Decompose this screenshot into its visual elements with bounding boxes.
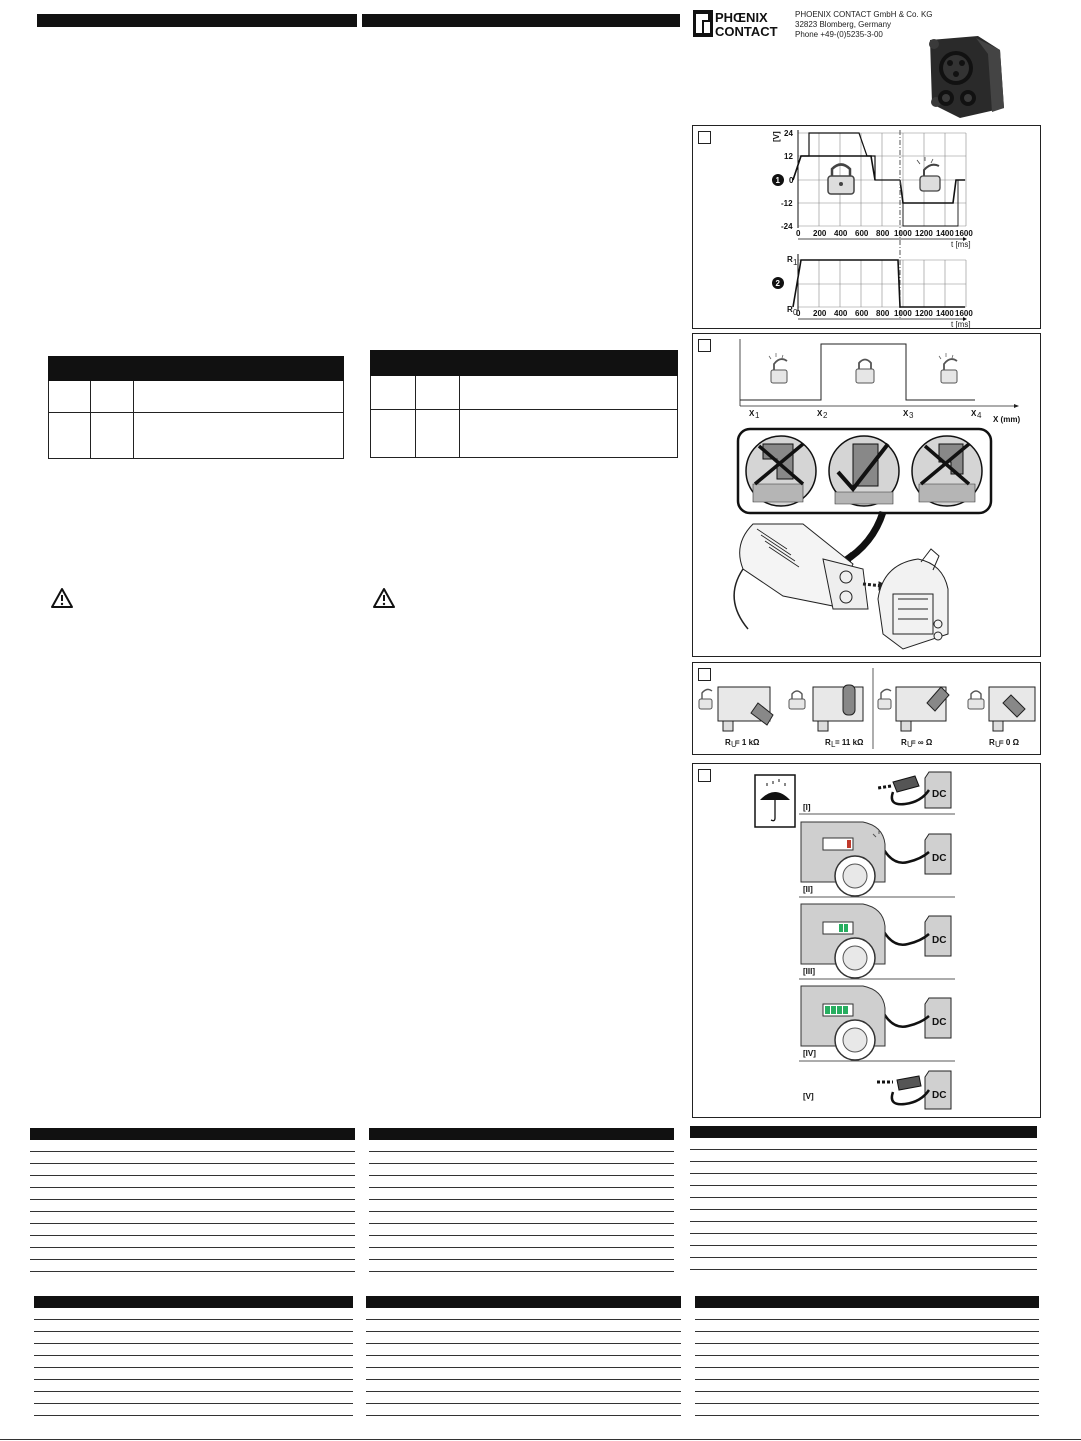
vehicle-illustration xyxy=(801,822,885,896)
table-row xyxy=(371,410,678,458)
locking-diagram-svg xyxy=(693,334,1040,656)
x-tick: 600 xyxy=(855,229,869,238)
step-label: [V] xyxy=(803,1092,814,1101)
section-header-bar xyxy=(690,1126,1037,1138)
x-position-label: X xyxy=(749,409,755,418)
lined-section xyxy=(34,1296,353,1416)
logo-line-1: PHŒNIX xyxy=(715,10,768,25)
dc-label: DC xyxy=(932,853,947,864)
resistance-value: = 11 kΩ xyxy=(835,738,864,747)
resistance-subscript: U xyxy=(907,740,913,749)
charging-inlet-product-image xyxy=(920,30,1010,122)
figure-1-timing-diagram xyxy=(692,125,1041,329)
x-position-sub: 3 xyxy=(909,411,914,420)
lined-section xyxy=(366,1296,681,1416)
x-axis-unit: t [ms] xyxy=(951,320,971,328)
column-2-header-bar xyxy=(362,14,680,27)
resistance-value: = ∞ Ω xyxy=(911,738,933,747)
phoenix-contact-logo xyxy=(693,10,788,38)
x-axis-unit: t [ms] xyxy=(951,240,971,249)
padlock-open-icon xyxy=(939,353,957,383)
step-label: [IV] xyxy=(803,1049,816,1058)
inlet-illustration xyxy=(878,549,948,649)
page-bottom-rule xyxy=(0,1439,1081,1440)
resistance-value: = 0 Ω xyxy=(999,738,1019,747)
x-position-sub: 4 xyxy=(977,411,982,420)
section-header-bar xyxy=(30,1128,355,1140)
dc-station-icon xyxy=(883,916,951,956)
x-tick: 1600 xyxy=(955,229,973,238)
actuator-state-locked xyxy=(789,685,863,731)
x-tick: 800 xyxy=(876,229,890,238)
y-tick: -24 xyxy=(781,222,793,231)
figure-2-locking-positions xyxy=(692,333,1041,657)
section-header-bar xyxy=(695,1296,1039,1308)
resistance-symbol: R xyxy=(725,738,731,747)
table-header-row xyxy=(49,357,344,381)
r0-subscript: 0 xyxy=(793,308,798,317)
x-tick: 400 xyxy=(834,309,848,318)
section-header-bar xyxy=(366,1296,681,1308)
resistance-states-svg xyxy=(693,663,1040,754)
x-tick: 1000 xyxy=(894,309,912,318)
resistance-value: = 1 kΩ xyxy=(735,738,760,747)
lock-detail-wrong-icon xyxy=(746,436,816,506)
x-position-label: X xyxy=(971,409,977,418)
padlock-closed-icon xyxy=(828,165,854,195)
warning-icon xyxy=(372,587,396,609)
dc-station-icon xyxy=(883,834,951,874)
dc-label: DC xyxy=(932,935,947,946)
x-position-label: X xyxy=(903,409,909,418)
section-header-bar xyxy=(34,1296,353,1308)
lined-section xyxy=(30,1128,355,1272)
padlock-open-icon xyxy=(917,157,940,191)
y-tick: 24 xyxy=(784,129,793,138)
table-header-row xyxy=(371,351,678,376)
figure-3-resistance-states xyxy=(692,662,1041,755)
timing-chart-svg xyxy=(693,126,1040,328)
resistance-subscript: U xyxy=(995,740,1001,749)
x-tick: 200 xyxy=(813,309,827,318)
logo-line-2: CONTACT xyxy=(715,24,778,38)
step-label: [II] xyxy=(803,885,813,894)
y-tick: 0 xyxy=(789,176,794,185)
dc-station-icon xyxy=(878,772,951,808)
charging-connector-illustration xyxy=(734,524,887,629)
resistance-label xyxy=(725,738,760,749)
callout-marker-label: 1 xyxy=(775,176,780,185)
lined-section xyxy=(690,1126,1037,1270)
y-tick: 12 xyxy=(784,152,793,161)
charging-sequence-svg xyxy=(693,764,1040,1117)
resistance-label xyxy=(901,738,933,749)
x-tick: 400 xyxy=(834,229,848,238)
x-position-sub: 1 xyxy=(755,411,760,420)
resistance-symbol: R xyxy=(825,738,831,747)
table-row xyxy=(49,381,344,413)
x-position-label: X xyxy=(817,409,823,418)
resistance-subscript: L xyxy=(831,740,836,749)
r0-label: R xyxy=(787,305,793,314)
resistance-subscript: U xyxy=(731,740,737,749)
figure-4-charging-sequence xyxy=(692,763,1041,1118)
dc-station-icon xyxy=(883,998,951,1038)
r1-label: R xyxy=(787,255,793,264)
x-axis-unit: X (mm) xyxy=(993,415,1021,424)
x-tick: 1200 xyxy=(915,229,933,238)
section-header-bar xyxy=(369,1128,674,1140)
y-tick: -12 xyxy=(781,199,793,208)
actuator-state-unlocked xyxy=(878,687,949,731)
company-phone: Phone +49-(0)5235-3-00 xyxy=(795,30,883,39)
y-axis-unit: [V] xyxy=(772,131,781,142)
actuator-state-unlocked xyxy=(699,687,773,731)
x-tick: 800 xyxy=(876,309,890,318)
actuator-state-locked xyxy=(968,687,1035,731)
company-address xyxy=(795,10,933,40)
resistance-label xyxy=(825,738,864,749)
dc-label: DC xyxy=(932,1090,947,1101)
x-tick: 200 xyxy=(813,229,827,238)
table-row xyxy=(49,413,344,459)
column-1-header-bar xyxy=(37,14,357,27)
step-label: [III] xyxy=(803,967,815,976)
lined-section xyxy=(369,1128,674,1272)
x-tick: 600 xyxy=(855,309,869,318)
dc-label: DC xyxy=(932,789,947,800)
x-tick: 1200 xyxy=(915,309,933,318)
table-row xyxy=(371,376,678,410)
x-tick: 1400 xyxy=(936,229,954,238)
lock-detail-wrong-icon xyxy=(912,436,982,506)
step-label: [I] xyxy=(803,803,811,812)
x-ticks-bottom xyxy=(796,309,973,318)
x-tick: 1000 xyxy=(894,229,912,238)
callout-marker-label: 2 xyxy=(775,279,780,288)
r1-subscript: 1 xyxy=(793,258,798,267)
x-tick: 0 xyxy=(796,229,801,238)
padlock-closed-icon xyxy=(856,360,874,384)
table-column-1 xyxy=(48,356,344,459)
x-tick: 1600 xyxy=(955,309,973,318)
table-column-2 xyxy=(370,350,678,458)
company-city: 32823 Blomberg, Germany xyxy=(795,20,892,29)
x-position-sub: 2 xyxy=(823,411,828,420)
lined-section xyxy=(695,1296,1039,1416)
x-ticks-top xyxy=(796,229,973,238)
x-tick: 1400 xyxy=(936,309,954,318)
dc-label: DC xyxy=(932,1017,947,1028)
padlock-open-icon xyxy=(769,353,787,383)
umbrella-rain-icon xyxy=(755,775,795,827)
warning-icon xyxy=(50,587,74,609)
resistance-symbol: R xyxy=(901,738,907,747)
resistance-label xyxy=(989,738,1020,749)
dc-station-icon xyxy=(877,1071,951,1109)
resistance-symbol: R xyxy=(989,738,995,747)
lock-detail-correct-icon xyxy=(829,436,899,506)
x-tick: 0 xyxy=(796,309,801,318)
company-name: PHOENIX CONTACT GmbH & Co. KG xyxy=(795,10,933,19)
